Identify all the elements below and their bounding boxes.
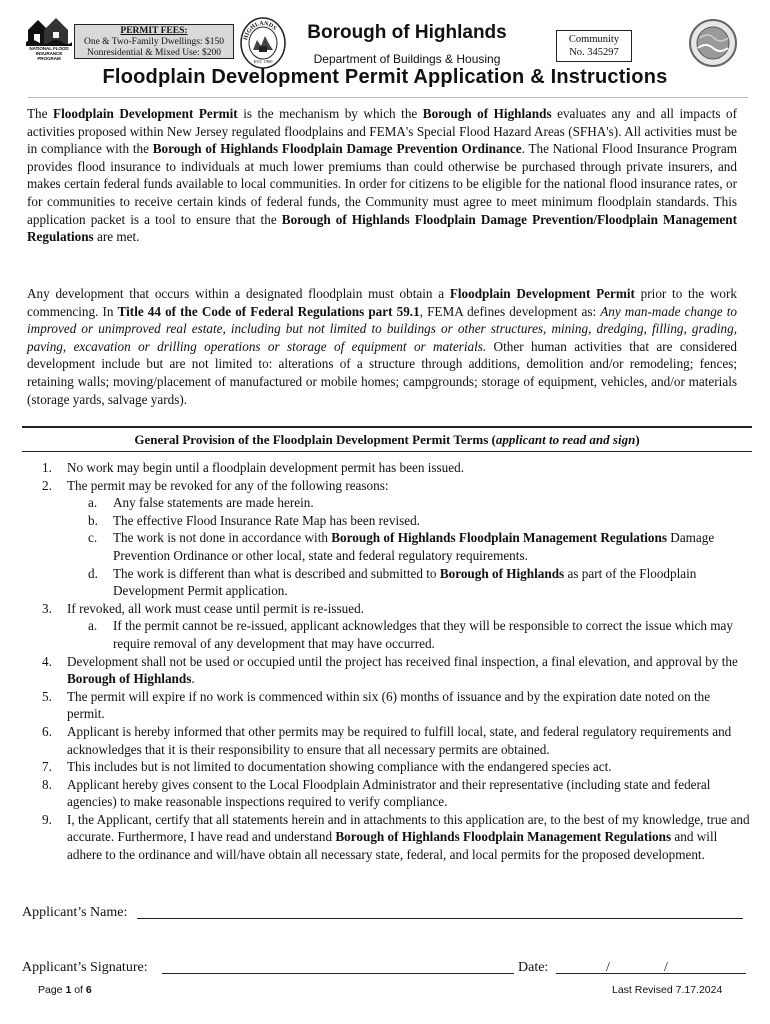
nfip-logo <box>26 16 72 60</box>
seal-text: HIGHLANDS <box>243 20 278 41</box>
list-item: 8. Applicant hereby gives consent to the Local Floodplain Administrator and their representative (including state and federal agencies) to make reasonable inspections required to verify compliance. <box>42 776 711 810</box>
intro-paragraph-2: Any development that occurs within a designated floodplain must obtain a Floodplain Development Permit prior to the work commencing. In Title 44 of the Code of Federal Regulations part 59.1, FEMA defines development as: Any man-made change to improved or unimproved real estate, including but not limited to buildings or other structures, mining, dredging, filling, grading, paving, excavation or drilling operations or storage of equipment or materials. Other human activities that are considered development include but are not limited to: alterations of a structure through additions, demolition and/or remodeling; fences; retaining walls; moving/placement of manufactured or mobile homes; campgrounds; storage of equipment, vehicles, and/or materials (storage yards, salvage yards). <box>27 286 737 407</box>
sub-list-item: a. Any false statements are made herein. <box>88 495 314 511</box>
list-item: 3. If revoked, all work must cease until permit is re-issued. <box>42 600 365 616</box>
community-label: Community <box>568 34 620 45</box>
applicant-name-field[interactable] <box>137 918 743 919</box>
borough-seal-icon <box>239 16 287 70</box>
date-separator: / <box>606 960 610 975</box>
sub-list-item: b. The effective Flood Insurance Rate Map has been revised. <box>88 512 420 528</box>
department-name: Department of Buildings & Housing <box>313 52 501 66</box>
list-item: 4. Development shall not be used or occupied until the project has received final inspection, a final elevation, and approval by the Borough of Highlands. <box>42 653 738 687</box>
title-divider <box>28 97 748 98</box>
list-item: 6. Applicant is hereby informed that other permits may be required to fulfill local, state, and federal regulatory requirements and acknowledges that it is their responsibility to ensure that all necessary permits are obtained. <box>42 723 732 757</box>
sub-list-item: c. The work is not done in accordance with Borough of Highlands Floodplain Management Regulations Damage Prevention Ordinance or other local, state and federal regulatory requirements. <box>88 530 715 563</box>
applicant-signature-field[interactable] <box>162 973 514 974</box>
date-label: Date: <box>518 960 549 975</box>
list-item: 9. I, the Applicant, certify that all statements herein and in attachments to this application are, to the best of my knowledge, true and accurate. Furthermore, I have read and understand Borough of Highlands Floodplain Management Regulations and will adhere to the ordinance and will/have obtain all necessary state, federal, and local permits for the proposed development. <box>42 811 750 863</box>
seal-est-text: EST. 1900 <box>253 59 273 64</box>
applicant-name-label: Applicant’s Name: <box>22 905 128 920</box>
document-title: Floodplain Development Permit Application & Instructions <box>102 66 668 88</box>
terms-section-heading: General Provision of the Floodplain Development Permit Terms (applicant to read and sign) <box>22 426 752 448</box>
last-revised-date: Last Revised 7.17.2024 <box>612 984 723 996</box>
fees-title: PERMIT FEES: <box>120 26 188 36</box>
list-item: 7. This includes but is not limited to documentation showing compliance with the endangered species act. <box>42 759 612 775</box>
page-number: Page 1 of 6 <box>38 984 92 996</box>
date-separator: / <box>664 960 668 975</box>
fees-line-residential: One & Two-Family Dwellings: $150 <box>83 37 225 47</box>
list-item: 1. No work may begin until a floodplain development permit has been issued. <box>42 460 465 475</box>
borough-name: Borough of Highlands <box>307 22 507 43</box>
nfip-logo-text: NATIONAL FLOOD INSURANCE PROGRAM <box>29 46 69 61</box>
list-item: 5. The permit will expire if no work is commenced within six (6) months of issuance and by the expiration date noted on the permit. <box>42 688 711 722</box>
terms-list <box>30 459 750 864</box>
crs-badge-icon <box>688 18 738 68</box>
sub-list-item: a. If the permit cannot be re-issued, applicant acknowledges that they will be responsible to correct the issue which may require removal of any development that may have occurred. <box>88 618 733 651</box>
fees-line-nonresidential: Nonresidential & Mixed Use: $200 <box>86 48 222 58</box>
applicant-signature-label: Applicant’s Signature: <box>22 960 148 975</box>
community-number-box <box>556 30 632 62</box>
sub-list-item: d. The work is different than what is described and submitted to Borough of Highlands as part of the Floodplain Development Permit application. <box>88 565 697 599</box>
house-icon <box>26 16 72 46</box>
intro-paragraph-1: The Floodplain Development Permit is the mechanism by which the Borough of Highlands evaluates any and all impacts of activities proposed within New Jersey regulated floodplains and FEMA's Special Flood Hazard Areas (SFHA's). All activities must be in compliance with the Borough of Highlands Floodplain Damage Prevention Ordinance. The National Flood Insurance Program provides flood insurance to individuals at much lower premiums than could otherwise be purchased through private insurers, and makes certain federal funds available to local communities. In order for citizens to be eligible for the national flood insurance rates, or for communities to receive certain kinds of federal funds, the Community must agree to meet minimum floodplain standards. This application packet is a tool to ensure that the Borough of Highlands Floodplain Damage Prevention/Floodplain Management Regulations are met. <box>27 106 738 245</box>
section-divider <box>22 451 752 452</box>
community-number: No. 345297 <box>569 47 619 58</box>
list-item: 2. The permit may be revoked for any of the following reasons: <box>42 477 389 493</box>
date-field[interactable] <box>556 973 746 974</box>
permit-fees-box <box>74 24 234 59</box>
